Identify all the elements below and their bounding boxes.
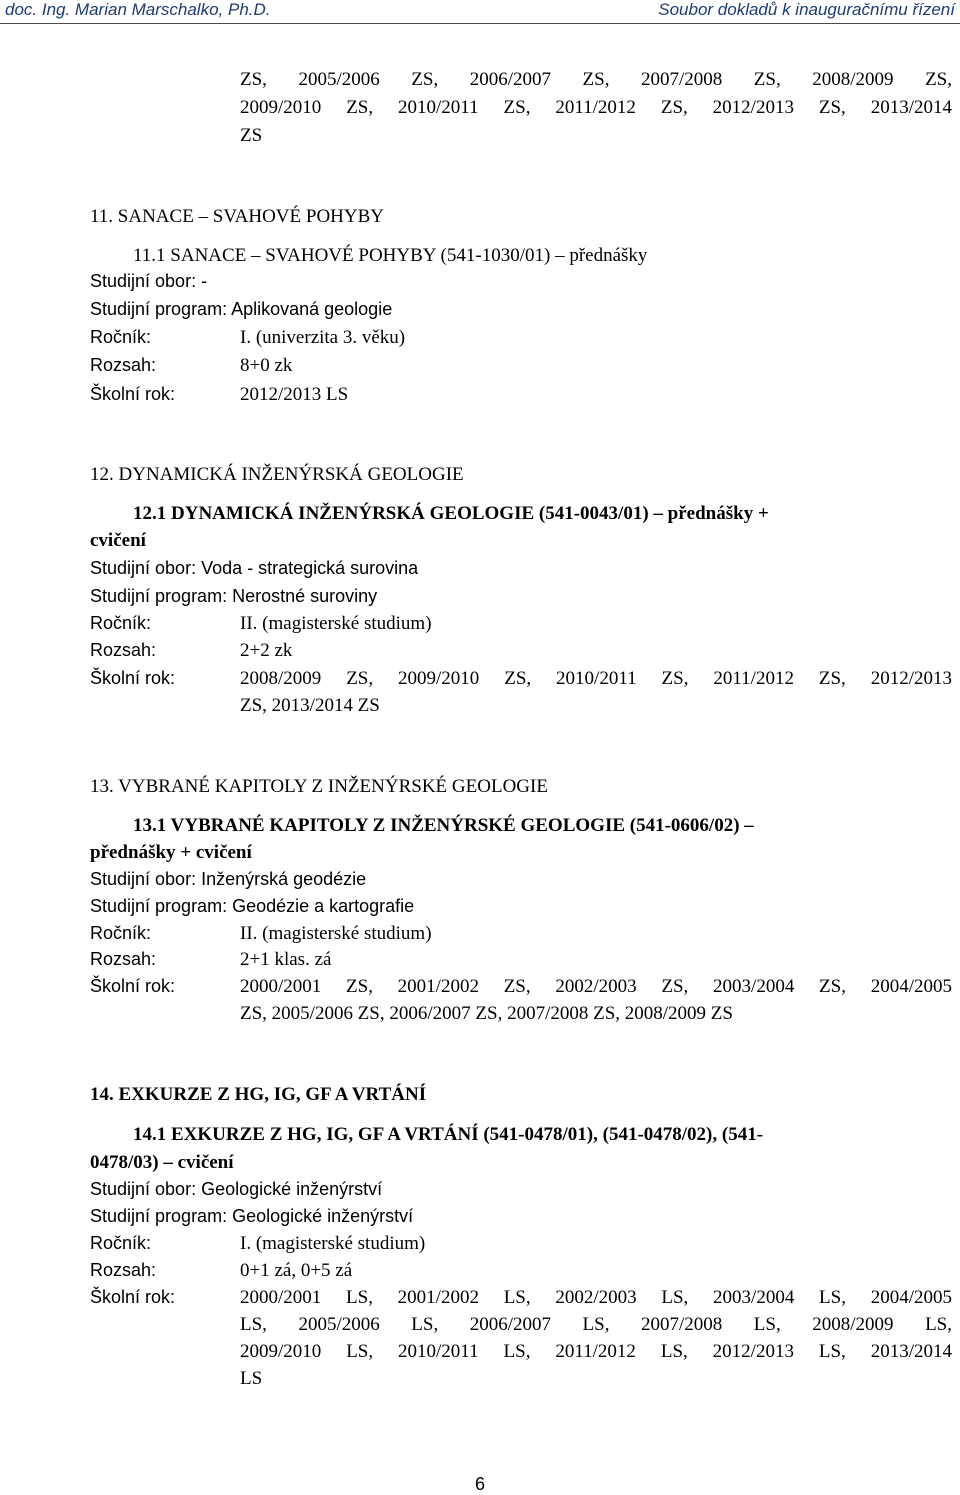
s14-skolni-rok-label: Školní rok: bbox=[90, 1287, 176, 1307]
s14-rocnik-label: Ročník: bbox=[90, 1233, 152, 1253]
s13-skolni-rok-label: Školní rok: bbox=[90, 976, 176, 996]
s14-skolni-rok-value-line4: LS bbox=[240, 1368, 263, 1389]
section-11-1-title: 11.1 SANACE – SVAHOVÉ POHYBY (541-1030/01) – přednášky bbox=[133, 245, 648, 266]
s12-obor-value: Voda - strategická surovina bbox=[201, 558, 419, 578]
s13-program-label: Studijní program: bbox=[90, 896, 233, 916]
section-14-heading: 14. EXKURZE Z HG, IG, GF A VRTÁNÍ bbox=[90, 1084, 427, 1105]
s13-rocnik-label: Ročník: bbox=[90, 923, 152, 943]
header-author: doc. Ing. Marian Marschalko, Ph.D. bbox=[5, 0, 271, 19]
section-12-1-title-line2: cvičení bbox=[90, 530, 146, 551]
s14-skolni-rok-value-line3: 2009/2010 LS, 2010/2011 LS, 2011/2012 LS, 2012/2013 LS, 2013/2014 bbox=[240, 1341, 952, 1362]
s13-obor-label: Studijní obor: bbox=[90, 869, 202, 889]
s14-obor-value: Geologické inženýrství bbox=[201, 1179, 383, 1199]
section-14-1-title-line2: 0478/03) – cvičení bbox=[90, 1152, 234, 1173]
s12-skolni-rok-label: Školní rok: bbox=[90, 668, 176, 688]
s11-obor-label: Studijní obor: bbox=[90, 271, 202, 291]
s14-program-label: Studijní program: bbox=[90, 1206, 233, 1226]
continuation-line-1: ZS, 2005/2006 ZS, 2006/2007 ZS, 2007/2008 ZS, 2008/2009 ZS, bbox=[240, 69, 952, 90]
section-11-heading: 11. SANACE – SVAHOVÉ POHYBY bbox=[90, 206, 385, 227]
s13-program-row bbox=[90, 893, 414, 920]
section-13-heading: 13. VYBRANÉ KAPITOLY Z INŽENÝRSKÉ GEOLOGIE bbox=[90, 776, 548, 797]
s11-rozsah-label: Rozsah: bbox=[90, 355, 157, 375]
header-rule bbox=[0, 23, 960, 24]
s12-skolni-rok-value-line1: 2008/2009 ZS, 2009/2010 ZS, 2010/2011 ZS, 2011/2012 ZS, 2012/2013 bbox=[240, 668, 952, 689]
section-13-1-title-line1: 13.1 VYBRANÉ KAPITOLY Z INŽENÝRSKÉ GEOLOGIE (541-0606/02) – bbox=[133, 815, 754, 836]
s11-obor-value: - bbox=[201, 271, 208, 291]
s12-program-row bbox=[90, 583, 377, 610]
s12-rozsah-value: 2+2 zk bbox=[240, 640, 293, 661]
s11-rocnik-value: I. (univerzita 3. věku) bbox=[240, 327, 406, 348]
s11-program-value: Aplikovaná geologie bbox=[231, 299, 393, 319]
s14-skolni-rok-value-line2: LS, 2005/2006 LS, 2006/2007 LS, 2007/2008 LS, 2008/2009 LS, bbox=[240, 1314, 952, 1335]
s13-obor-value: Inženýrská geodézie bbox=[201, 869, 367, 889]
section-12-1-title-line1: 12.1 DYNAMICKÁ INŽENÝRSKÁ GEOLOGIE (541-0043/01) – přednášky + bbox=[133, 503, 769, 524]
header-doc-title: Soubor dokladů k inauguračnímu řízení bbox=[658, 0, 955, 19]
section-14-1-title-line1: 14.1 EXKURZE Z HG, IG, GF A VRTÁNÍ (541-0478/01), (541-0478/02), (541- bbox=[133, 1124, 764, 1145]
s13-obor-row bbox=[90, 866, 366, 893]
s14-skolni-rok-value-line1: 2000/2001 LS, 2001/2002 LS, 2002/2003 LS, 2003/2004 LS, 2004/2005 bbox=[240, 1287, 952, 1308]
s11-skolni-rok-label: Školní rok: bbox=[90, 384, 176, 404]
s13-skolni-rok-value-line2: ZS, 2005/2006 ZS, 2006/2007 ZS, 2007/2008 ZS, 2008/2009 ZS bbox=[240, 1003, 733, 1024]
s14-program-value: Geologické inženýrství bbox=[232, 1206, 414, 1226]
s12-program-value: Nerostné suroviny bbox=[232, 586, 378, 606]
s14-rocnik-value: I. (magisterské studium) bbox=[240, 1233, 426, 1254]
section-13-1-title-line2: přednášky + cvičení bbox=[90, 842, 252, 863]
s11-rocnik-label: Ročník: bbox=[90, 327, 152, 347]
s13-rozsah-value: 2+1 klas. zá bbox=[240, 949, 332, 970]
s14-rozsah-label: Rozsah: bbox=[90, 1260, 157, 1280]
s12-obor-label: Studijní obor: bbox=[90, 558, 202, 578]
s14-rozsah-value: 0+1 zá, 0+5 zá bbox=[240, 1260, 353, 1281]
s12-obor-row bbox=[90, 555, 418, 582]
s11-skolni-rok-value: 2012/2013 LS bbox=[240, 384, 349, 405]
s12-program-label: Studijní program: bbox=[90, 586, 233, 606]
s13-skolni-rok-value-line1: 2000/2001 ZS, 2001/2002 ZS, 2002/2003 ZS, 2003/2004 ZS, 2004/2005 bbox=[240, 976, 952, 997]
s13-rocnik-value: II. (magisterské studium) bbox=[240, 923, 432, 944]
page-header bbox=[0, 0, 960, 26]
page-number: 6 bbox=[474, 1474, 485, 1494]
s12-rocnik-label: Ročník: bbox=[90, 613, 152, 633]
section-12-heading: 12. DYNAMICKÁ INŽENÝRSKÁ GEOLOGIE bbox=[90, 464, 464, 485]
s14-obor-label: Studijní obor: bbox=[90, 1179, 202, 1199]
s14-program-row bbox=[90, 1203, 413, 1230]
s11-program-row bbox=[90, 296, 392, 323]
s11-program-label: Studijní program: bbox=[90, 299, 232, 319]
s14-obor-row bbox=[90, 1176, 382, 1203]
s12-skolni-rok-value-line2: ZS, 2013/2014 ZS bbox=[240, 695, 380, 716]
continuation-line-2: 2009/2010 ZS, 2010/2011 ZS, 2011/2012 ZS, 2012/2013 ZS, 2013/2014 bbox=[240, 97, 952, 118]
s13-program-value: Geodézie a kartografie bbox=[232, 896, 415, 916]
s12-rocnik-value: II. (magisterské studium) bbox=[240, 613, 432, 634]
s12-rozsah-label: Rozsah: bbox=[90, 640, 157, 660]
continuation-line-3: ZS bbox=[240, 125, 263, 146]
s13-rozsah-label: Rozsah: bbox=[90, 949, 157, 969]
s11-rozsah-value: 8+0 zk bbox=[240, 355, 293, 376]
s11-obor-row bbox=[90, 268, 207, 295]
